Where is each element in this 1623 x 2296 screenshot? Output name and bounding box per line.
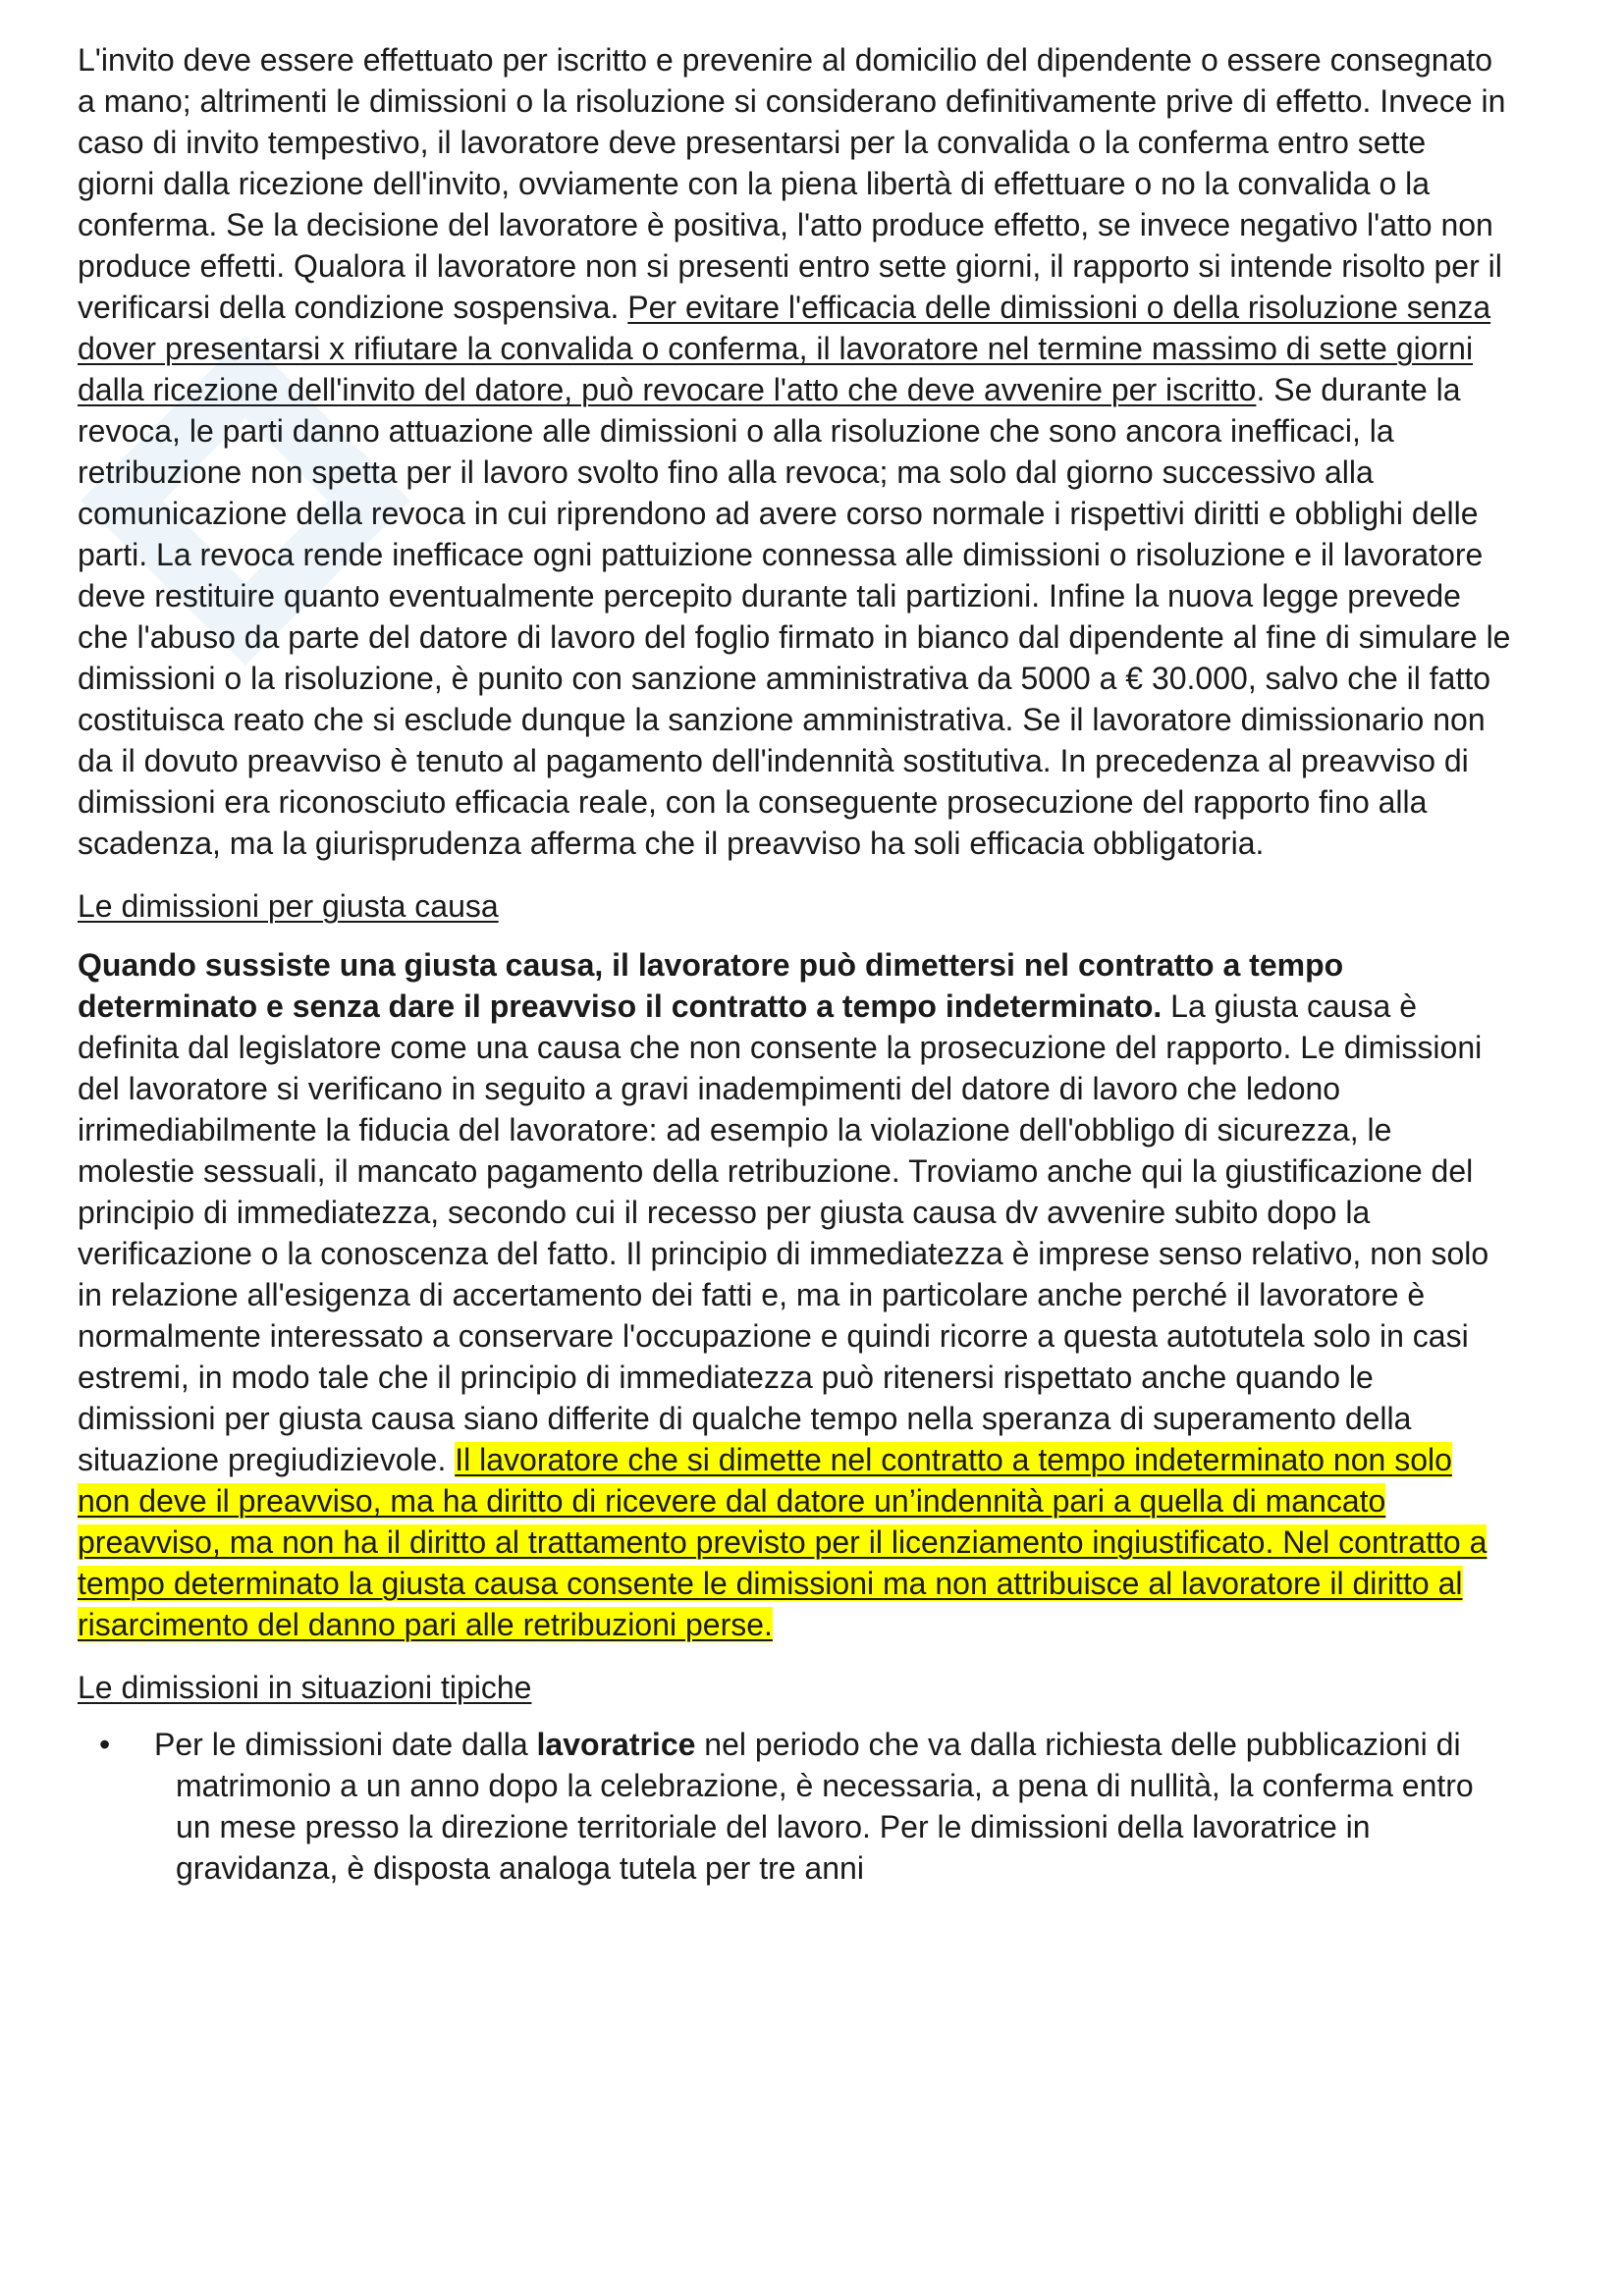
paragraph-text: L'invito deve essere effettuato per iscritto e prevenire al domicilio del dipendente o essere consegnato a mano; altrimenti le dimissioni o la risoluzione si considerano definitivamente prive di effetto. Invece in caso di invito tempestivo, il lavoratore deve presentarsi per la convalida o la conferma entro sette giorni dalla ricezione dell'invito, ovviamente con la piena libertà di effettuare o no la convalida o la conferma. Se la decisione del lavoratore è positiva, l'atto produce effetto, se invece negativo l'atto non produce effetti. Qualora il lavoratore non si presenti entro sette giorni, il rapporto si intende risolto per il verificarsi della condizione sospensiva. [78, 42, 1506, 325]
underlined-text: Per evitare l'efficacia delle dimissioni o della risoluzione senza dover presentarsi x rifiutare la convalida o conferma, il lavoratore nel termine massimo di sette giorni dalla ricezione dell'invito del datore, può revocare l'atto che deve avvenire per iscritto [78, 290, 1491, 407]
paragraph-dimissioni-revoca [78, 39, 1511, 864]
paragraph-text: La giusta causa è definita dal legislatore come una causa che non consente la prosecuzione del rapporto. Le dimissioni del lavoratore si verificano in seguito a gravi inadempimenti del datore di lavoro che ledono irrimediabilmente la fiducia del lavoratore: ad esempio la violazione dell'obbligo di sicurezza, le molestie sessuali, il mancato pagamento della retribuzione. Troviamo anche qui la giustificazione del principio di immediatezza, secondo cui il recesso per giusta causa dv avvenire subito dopo la verificazione o la conoscenza del fatto. Il principio di immediatezza è imprese senso relativo, non solo in relazione all'esigenza di accertamento dei fatti e, ma in particolare anche perché il lavoratore è normalmente interessato a conservare l'occupazione e quindi ricorre a questa autotutela solo in casi estremi, in modo tale che il principio di immediatezza può ritenersi rispettato anche quando le dimissioni per giusta causa siano differite di qualche tempo nella speranza di superamento della situazione pregiudizievole. [78, 988, 1489, 1477]
list-item-text: Per le dimissioni date dalla [154, 1727, 537, 1762]
list-item [78, 1724, 1511, 1889]
bold-word: lavoratrice [536, 1727, 696, 1762]
section-heading-giusta-causa: Le dimissioni per giusta causa [78, 888, 499, 924]
list-item-text: nel periodo che va dalla richiesta delle pubblicazioni di matrimonio a un anno dopo la celebrazione, è necessaria, a pena di nullità, la conferma entro un mese presso la direzione territoriale del lavoro. Per le dimissioni della lavoratrice in gravidanza, è disposta analoga tutela per tre anni [176, 1727, 1474, 1886]
bullet-icon: • [99, 1727, 111, 1762]
section-heading-situazioni-tipiche: Le dimissioni in situazioni tipiche [78, 1670, 532, 1705]
paragraph-text: . Se durante la revoca, le parti danno attuazione alle dimissioni o alla risoluzione che sono ancora inefficaci, la retribuzione non spetta per il lavoro svolto fino alla revoca; ma solo dal giorno successivo alla comunicazione della revoca in cui riprendono ad avere corso normale i rispettivi diritti e obblighi delle parti. La revoca rende inefficace ogni pattuizione connessa alle dimissioni o risoluzione e il lavoratore deve restituire quanto eventualmente percepito durante tali partizioni. Infine la nuova legge prevede che l'abuso da parte del datore di lavoro del foglio firmato in bianco dal dipendente al fine di simulare le dimissioni o la risoluzione, è punito con sanzione amministrativa da 5000 a € 30.000, salvo che il fatto costituisca reato che si esclude dunque la sanzione amministrativa. Se il lavoratore dimissionario non da il dovuto preavviso è tenuto al pagamento dell'indennità sostitutiva. In precedenza al preavviso di dimissioni era riconosciuto efficacia reale, con la conseguente prosecuzione del rapporto fino alla scadenza, ma la giurisprudenza afferma che il preavviso ha soli efficacia obbligatoria. [78, 372, 1511, 861]
bold-intro-text: Quando sussiste una giusta causa, il lavoratore può dimettersi nel contratto a tempo determinato e senza dare il preavviso il contratto a tempo indeterminato. [78, 947, 1344, 1024]
paragraph-giusta-causa [78, 944, 1511, 1645]
document-body [78, 39, 1511, 1889]
highlighted-text: Il lavoratore che si dimette nel contratto a tempo indeterminato non solo non deve il preavviso, ma ha diritto di ricevere dal datore un’indennità pari a quella di mancato preavviso, ma non ha il diritto al trattamento previsto per il licenziamento ingiustificato. Nel contratto a tempo determinato la giusta causa consente le dimissioni ma non attribuisce al lavoratore il diritto al risarcimento del danno pari alle retribuzioni perse. [78, 1442, 1488, 1642]
bullet-list [78, 1724, 1511, 1889]
